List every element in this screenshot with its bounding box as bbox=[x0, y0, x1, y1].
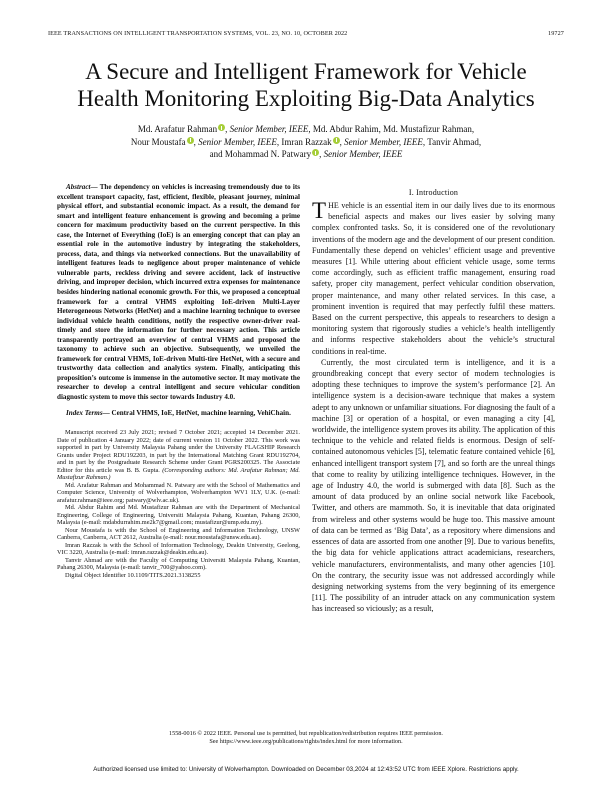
copyright-line: 1558-0016 © 2022 IEEE. Personal use is permitted, but republication/redistribution requires IEEE permission. bbox=[169, 730, 443, 737]
author-line-3: and Mohammad N. Patwary , Senior Member, IEEE bbox=[209, 149, 403, 160]
author-role: Senior Member, IEEE bbox=[323, 149, 403, 160]
running-head bbox=[48, 30, 564, 37]
orcid-icon[interactable] bbox=[187, 137, 194, 144]
footnote-affiliation: Md. Arafatur Rahman and Mohammad N. Patwary are with the School of Mathematics and Computer Science, University of Wolverhampton, Wolverhampton WV1 1LY, U.K. (e-mail: arafatur.rahman@ieee.org; patwary@wlv.ac.uk). bbox=[57, 481, 300, 504]
title-line-2: Health Monitoring Exploiting Big-Data Analytics bbox=[77, 86, 535, 111]
footnote-affiliation: Md. Abdur Rahim and Md. Mustafizur Rahman are with the Department of Mechanical Engineering, College of Engineering, Universiti Malaysia Pahang, Kuantan, Pahang 26300, Malaysia (e-mail: mdabdurrahim.me2k7@gmail.com; mustafizur@ump.edu.my). bbox=[57, 504, 300, 527]
paper-title bbox=[48, 58, 564, 112]
footnotes bbox=[57, 429, 300, 579]
abstract-label: Abstract bbox=[66, 183, 91, 191]
footnote-manuscript: Manuscript received 23 July 2021; revised 7 October 2021; accepted 14 December 2021. Date of publication 4 January 2022; date of current version 11 October 2022. This work was supported in part by University Malaysia Pahang under the University FLAGSHIP Research Grants under Project RDU192203, in part by the International Matching Grant RDU192704, and in part by the Postgraduate Research Scheme under Grant PGRS200325. The Associate Editor for this article was B. B. Gupta. (Corresponding authors: Md. Arafatur Rahman; Md. Mustafizur Rahman.) bbox=[57, 429, 301, 482]
right-column bbox=[312, 188, 555, 615]
index-terms: Index Terms— Central VHMS, IoE, HetNet, machine learning, VehiChain. bbox=[66, 408, 291, 417]
intro-paragraph-1: THE vehicle is an essential item in our daily lives due to its enormous beneficial aspects and makes our lives easier by solving many complex confronted tasks. So, it is considered one of the revolutionary inventions of the modern age and the development of our present condition. Fundamentally these depend on vehicles’ efficient usage and preventive measures [1]. While uttering about efficient vehicle usage, some terms come accordingly, such as efficient traffic management, ensuring road safety, proper city management, perfect vehicular condition observation, proper maintenance, and many other related services. In this case, a prominent invention is required that may perfectly fulfil these matters. Based on the current perspective, this appeals to researchers to design a monitoring system that rigorously studies a vehicle’s health intelligently and informs respective stakeholders about the vehicle’s structural conditions in real-time. bbox=[312, 198, 555, 356]
author-name: Md. Abdur Rahim, Md. Mustafizur Rahman, bbox=[312, 124, 475, 134]
author-list bbox=[48, 123, 564, 161]
copyright-notice bbox=[48, 730, 564, 747]
author-name: Imran Razzak bbox=[281, 136, 332, 147]
page-number: 19727 bbox=[548, 30, 564, 37]
index-terms-text: Central VHMS, IoE, HetNet, machine learning, VehiChain. bbox=[111, 408, 291, 417]
orcid-icon[interactable] bbox=[312, 149, 319, 156]
intro-paragraph-2: Currently, the most circulated term is intelligence, and it is a groundbreaking concept that every sector of modern technologies is adopting these techniques to improve the system’s performance [2]. An intelligence system is a decision-aware technique that makes a system adept to any unknown or unfamiliar situations. For diagnosing the fault of a machine [3] or operation of a hospital, or even managing a city [4], worldwide, the intelligence system proves its ability. The application of this technique to the vehicle and related fields is enormous. Design of self-contained autonomous vehicles [5], telematic feature contained vehicle [6], enhanced intelligent transport system [7], and so forth are the unreal things that come to reality by utilizing intelligence techniques. However, in the age of Industry 4.0, the world is submerged with data [8]. Such as the amount of data produced by an online social network like Facebook, Twitter, and others are mammoth. So, it is inevitable that data originated from wireless and other systems would be huge too. This massive amount of data can be termed as ‘Big Data’, as a repository where dimensions and essences of data are assorted from one another [9]. Due to various benefits, the big data for vehicle applications attract academicians, researchers, vehicle manufacturers, environmentalists, and many other agencies [10]. On the contrary, the security issue was not addressed accordingly while designing networking systems from the very beginning of its emergence [11]. The possibility of an intruder attack on any communication system has increased so viciously; as a result, bbox=[312, 357, 555, 614]
author-line-2: Nour Moustafa , Senior Member, IEEE, Imran Razzak , Senior Member, IEEE, Tanvir Ahmad, bbox=[130, 136, 482, 147]
orcid-icon[interactable] bbox=[333, 137, 340, 144]
author-name: Nour Moustafa bbox=[130, 136, 186, 147]
author-role: Senior Member, IEEE bbox=[344, 136, 423, 147]
abstract: Abstract— The dependency on vehicles is increasing tremendously due to its excellent transport capacity, fast, efficient, flexible, pleasant journey, minimal physical effort, and substantial economic impact. As a result, the demand for smart and intelligent feature enhancement is growing and becoming a prime concern for maximum productivity based on the current perspective. In this case, the Internet of Everything (IoE) is an emerging concept that can play an essential role in the automotive industry by integrating the stakeholders, process, data, and things via networked connections. But the unavailability of intelligent features leads to negligence about proper maintenance of vehicle vulnerable parts, reckless driving and severe accident, lack of instructive driving, and improper decision, which incurred extra expenses for maintenance besides hindering national economic growth. For this, we proposed a conceptual framework for a central VHMS exploiting IoE-driven Multi-Layer Heterogeneous Networks (HetNet) and a machine learning technique to oversee individual vehicle health conditions, notify the respective owner-driver real-timely and store the information for further necessary action. This article transparently portrayed an overview of central VHMS and proposed the taxonomy to achieve such an objective. Subsequently, we unveiled the framework for central VHMS, IoE-driven Multi-tire HetNet, with a secure and trustworthy data collection and analytics system. Finally, anticipating this proposition’s outcome is immense in the automotive sector. It may motivate the researcher to develop a central intelligent and secure vehicular condition diagnostic system to move this sector towards Industry 4.0. bbox=[57, 183, 300, 402]
abstract-text: The dependency on vehicles is increasing tremendously due to its excellent transport capacity, fast, efficient, flexible, pleasant journey, minimal physical effort, and substantial economic impact. As a result, the demand for smart and intelligent feature enhancement is growing and becoming a prime concern for maximum productivity based on the current perspective. In this case, the Internet of Everything (IoE) is an emerging concept that can play an essential role in the automotive industry by integrating the stakeholders, process, data, and things via networked connections. But the unavailability of intelligent features leads to negligence about proper maintenance of vehicle vulnerable parts, reckless driving and severe accident, lack of instructive driving, and improper decision, which incurred extra expenses for maintenance besides hindering national economic growth. For this, we proposed a conceptual framework for a central VHMS exploiting IoE-driven Multi-Layer Heterogeneous Networks (HetNet) and a machine learning technique to oversee individual vehicle health conditions, notify the respective owner-driver real-timely and store the information for further necessary action. This article transparently portrayed an overview of central VHMS and proposed the taxonomy to achieve such an objective. Subsequently, we unveiled the framework for central VHMS, IoE-driven Multi-tire HetNet, with a secure and trustworthy data collection and analytics system. Finally, anticipating this proposition’s outcome is immense in the automotive sector. It may motivate the researcher to develop a central intelligent and secure vehicular condition diagnostic system to move this sector towards Industry 4.0. bbox=[57, 183, 300, 402]
footnote-affiliation: Nour Moustafa is with the School of Engineering and Information Technology, UNSW Canberra, Canberra, ACT 2612, Australia (e-mail: nour.moustafa@unsw.edu.au). bbox=[57, 526, 300, 542]
author-line-1: Md. Arafatur Rahman , Senior Member, IEEE, Md. Abdur Rahim, Md. Mustafizur Rahman, bbox=[137, 124, 475, 134]
footnote-doi: Digital Object Identifier 10.1109/TITS.2021.3138255 bbox=[65, 571, 201, 579]
journal-name: IEEE TRANSACTIONS ON INTELLIGENT TRANSPORTATION SYSTEMS, VOL. 23, NO. 10, OCTOBER 2022 bbox=[48, 30, 348, 37]
author-name: Md. Arafatur Rahman bbox=[137, 124, 218, 134]
authorized-use-note: Authorized licensed use limited to: University of Wolverhampton. Downloaded on December 03,2024 at 12:43:52 UTC from IEEE Xplore. Restrictions apply. bbox=[93, 766, 519, 773]
section-heading-introduction: I. Introduction bbox=[408, 188, 459, 197]
author-name: Tanvir Ahmad, bbox=[427, 136, 482, 147]
orcid-icon[interactable] bbox=[218, 124, 225, 131]
index-terms-label: Index Terms bbox=[66, 408, 103, 417]
author-role: Senior Member, IEEE bbox=[198, 136, 277, 147]
footnote-affiliation: Tanvir Ahmad are with the Faculty of Computing Universiti Malaysia Pahang, Kuantan, Pahang 26300, Malaysia (e-mail: tanvir_700@yahoo.com). bbox=[57, 556, 300, 572]
footnote-affiliation: Imran Razzak is with the School of Information Technology, Deakin University, Geelong, VIC 3220, Australia (e-mail: imran.razzak@deakin.edu.au). bbox=[57, 541, 300, 557]
title-line-1: A Secure and Intelligent Framework for Vehicle bbox=[85, 59, 527, 84]
rights-link[interactable]: See https://www.ieee.org/publications/rights/index.html for more information. bbox=[209, 738, 403, 746]
left-column bbox=[57, 183, 300, 579]
drop-cap: T bbox=[312, 198, 327, 223]
author-name: and Mohammad N. Patwary bbox=[209, 149, 312, 160]
author-role: Senior Member, IEEE bbox=[229, 124, 309, 134]
